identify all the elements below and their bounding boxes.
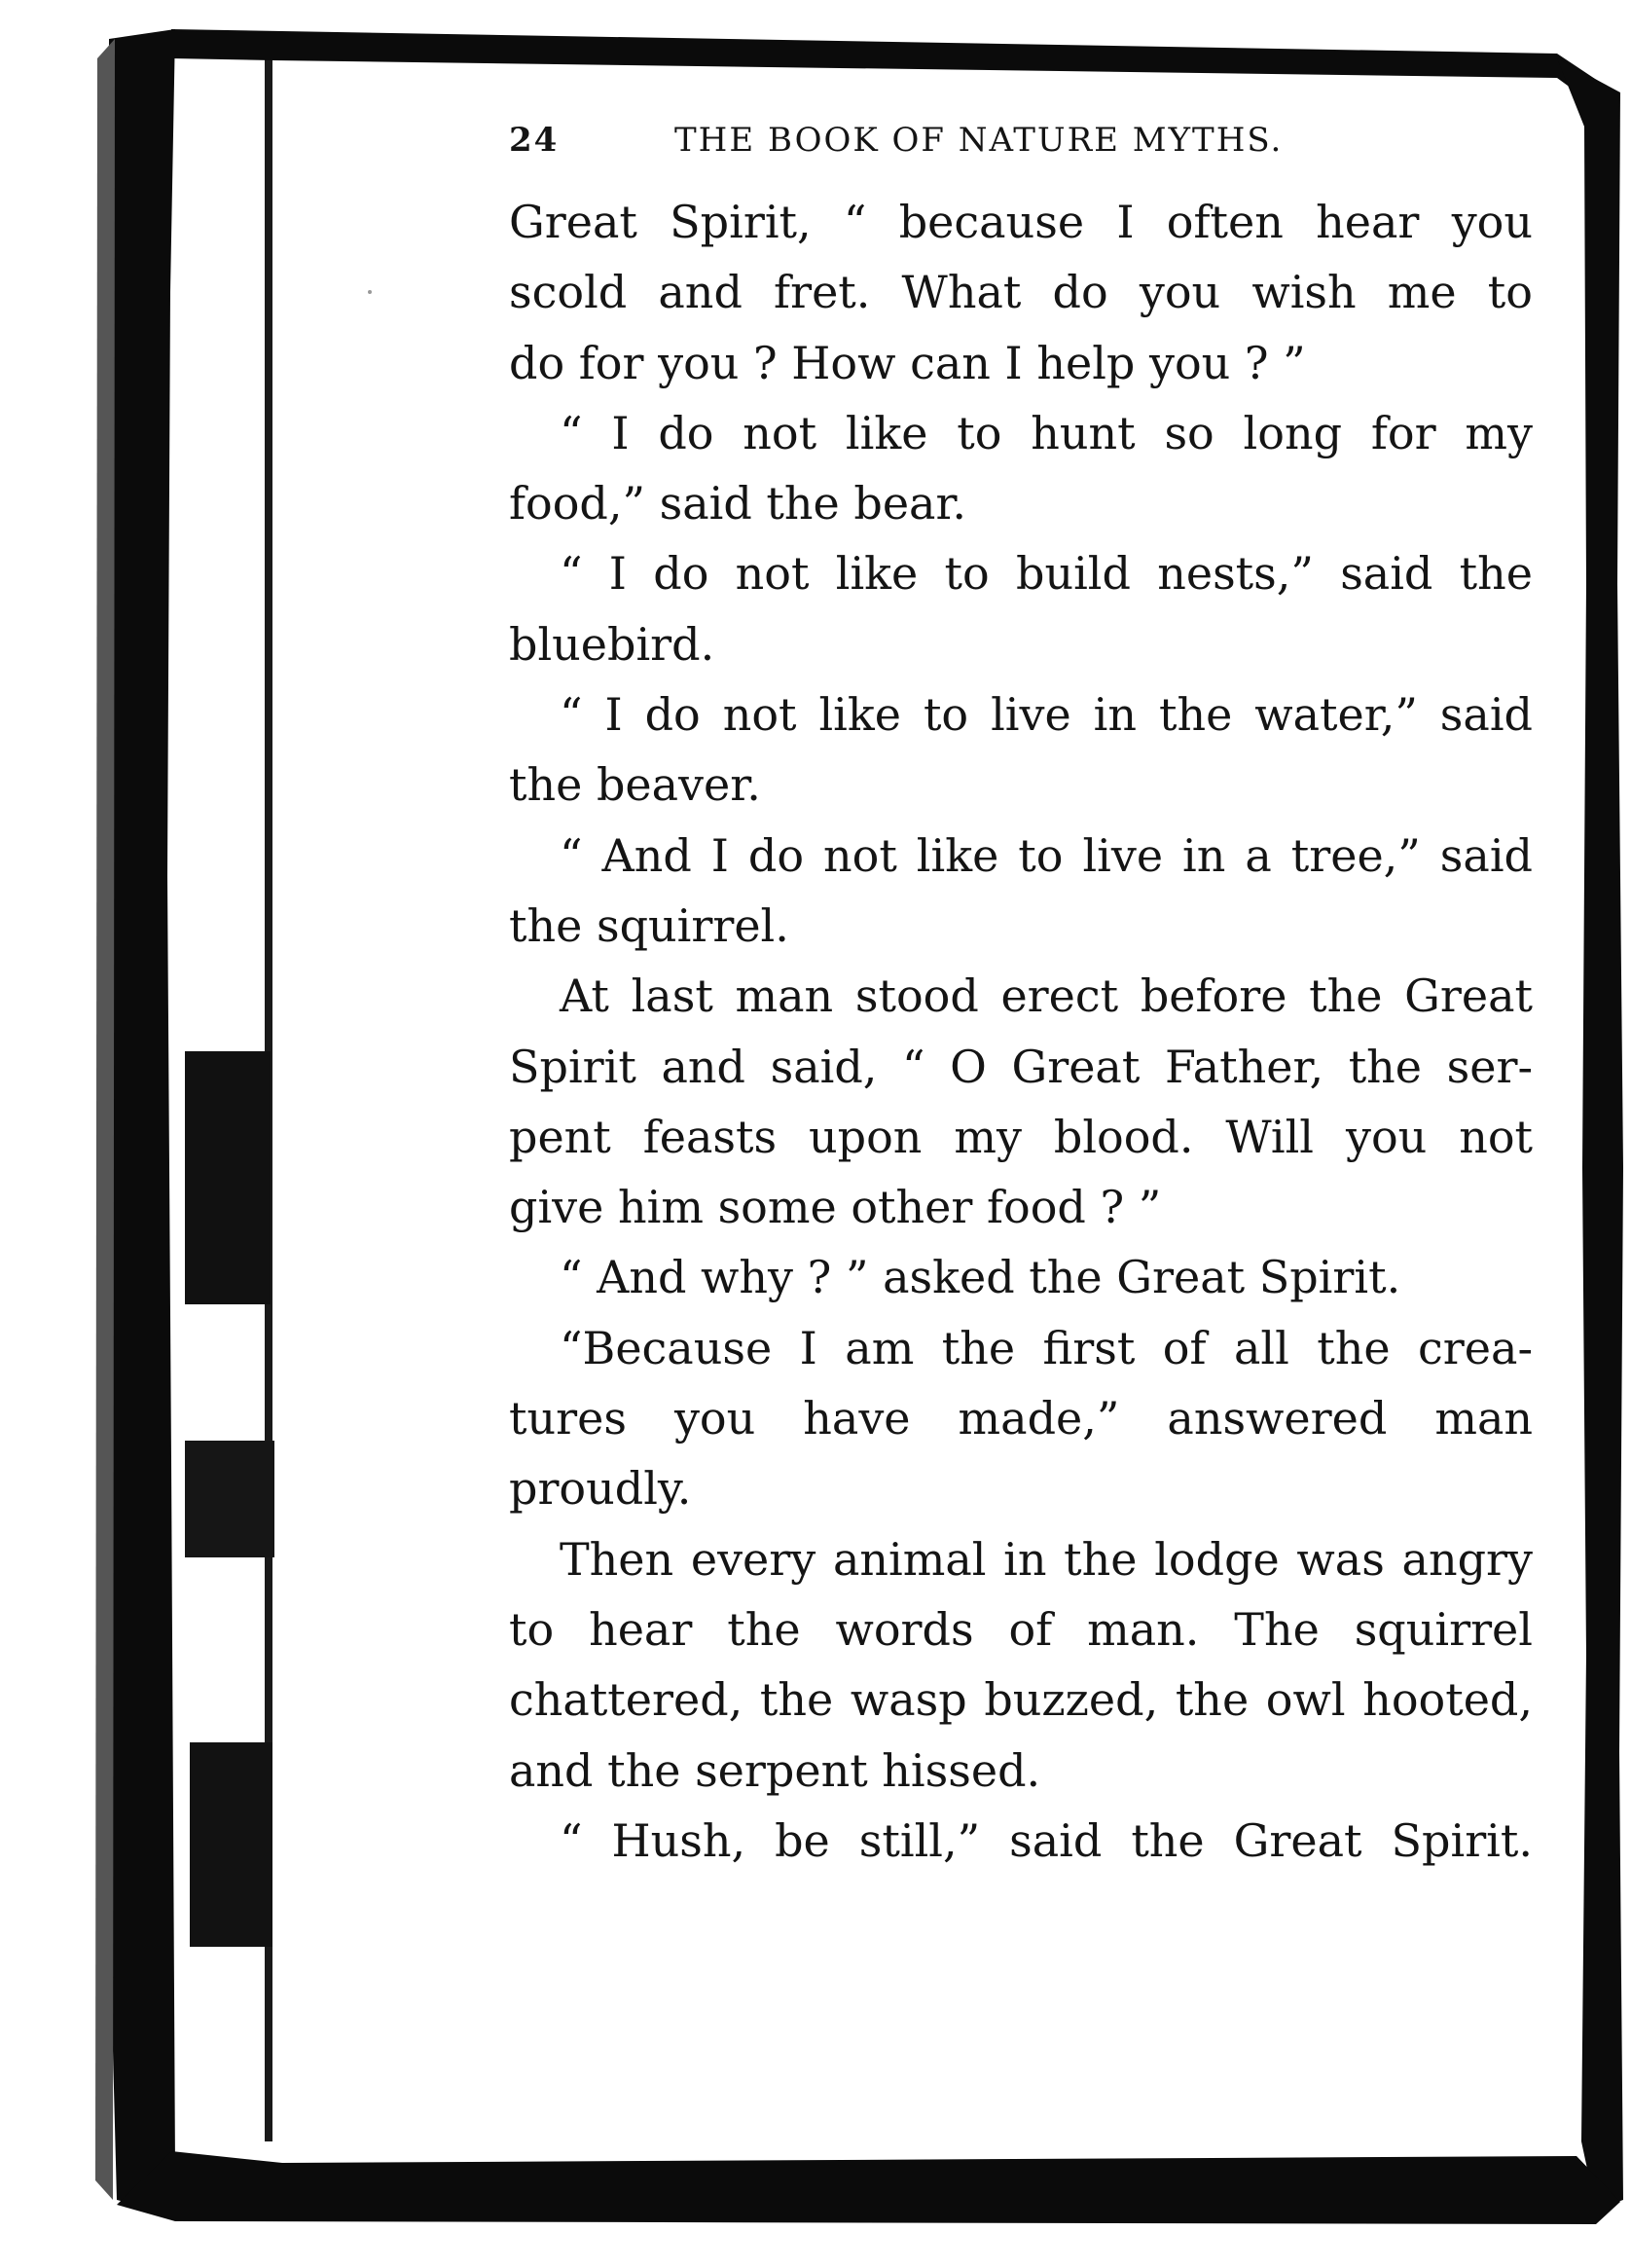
text-line: proudly. bbox=[509, 1462, 692, 1516]
text-line: At last man stood erect before the Great bbox=[560, 969, 1533, 1023]
text-line: “ And why ? ” asked the Great Spirit. bbox=[560, 1251, 1401, 1304]
text-line: “ Hush, be still,” said the Great Spirit. bbox=[560, 1813, 1533, 1867]
text-line: “ I do not like to live in the water,” said bbox=[560, 688, 1533, 742]
text-line: to hear the words of man. The squirrel bbox=[509, 1602, 1533, 1656]
text-line: “ I do not like to build nests,” said the bbox=[560, 547, 1533, 601]
text-line: food,” said the bear. bbox=[509, 477, 967, 530]
text-line: Great Spirit, “ because I often hear you bbox=[509, 196, 1533, 248]
text-line: Spirit and said, “ O Great Father, the ser- bbox=[509, 1040, 1533, 1093]
text-line: give him some other food ? ” bbox=[509, 1181, 1162, 1234]
text-line: the squirrel. bbox=[509, 898, 789, 952]
text-line: the beaver. bbox=[509, 758, 761, 812]
text-line: “ I do not like to hunt so long for my bbox=[560, 406, 1533, 459]
text-line: “ And I do not like to live in a tree,” said bbox=[560, 828, 1533, 882]
text-line: Then every animal in the lodge was angry bbox=[560, 1532, 1533, 1586]
text-line: and the serpent hissed. bbox=[509, 1743, 1041, 1797]
left-binding-edge bbox=[105, 29, 175, 2210]
text-line: “Because I am the first of all the crea- bbox=[560, 1321, 1533, 1374]
text-line: tures you have made,” answered man bbox=[509, 1392, 1533, 1445]
text-line: scold and fret. What do you wish me to bbox=[509, 266, 1533, 319]
text-line: pent feasts upon my blood. Will you not bbox=[509, 1110, 1533, 1163]
page-number: 24 bbox=[509, 121, 560, 160]
text-line: do for you ? How can I help you ? ” bbox=[509, 336, 1306, 389]
running-header bbox=[509, 121, 1533, 179]
text-line: bluebird. bbox=[509, 617, 715, 671]
running-title: THE BOOK OF NATURE MYTHS. bbox=[674, 121, 1284, 160]
text-line: chattered, the wasp buzzed, the owl hooted, bbox=[509, 1673, 1533, 1727]
page-text-block bbox=[509, 121, 1533, 1876]
